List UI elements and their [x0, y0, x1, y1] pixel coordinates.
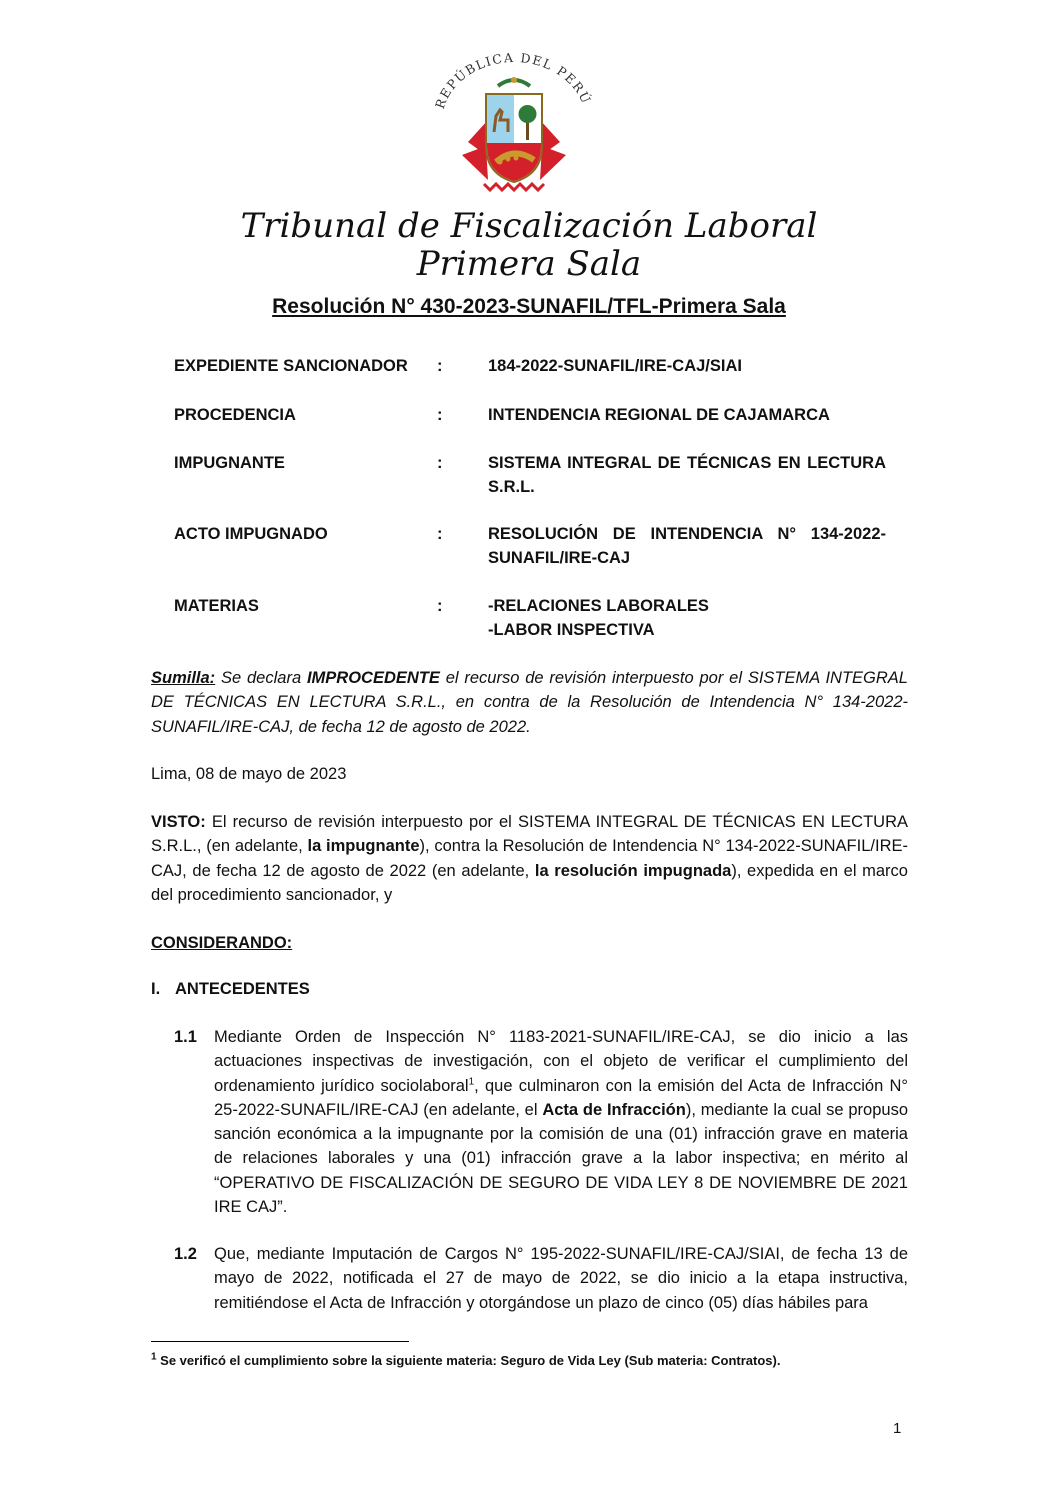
visto-label: VISTO:: [151, 813, 206, 831]
considerando-heading: CONSIDERANDO:: [151, 934, 293, 952]
meta-colon: :: [437, 406, 443, 424]
sumilla-text-2: el recurso de revisión interpuesto por el SISTEMA INTEGRAL DE TÉCNICAS EN LECTURA S.R.L., en contra de la Resolución de Intendencia N° 134-2022-SUNAFIL/IRE-CAJ, de fecha 12 de agosto de 2022.: [151, 669, 908, 736]
tribunal-title: Tribunal de Fiscalización Laboral: [240, 206, 818, 246]
footnote-separator: [151, 1341, 409, 1342]
p11-text-2: , que culminaron con la emisión del Acta de Infracción N° 25-2022-SUNAFIL/IRE-CAJ (en adelante, el: [214, 1076, 908, 1119]
sumilla-paragraph: [151, 666, 908, 739]
p11-bold: Acta de Infracción: [542, 1100, 686, 1119]
footnote: [151, 1352, 780, 1370]
meta-value: RESOLUCIÓN DE INTENDENCIA N° 134-2022-SUNAFIL/IRE-CAJ: [488, 525, 886, 567]
meta-value: 184-2022-SUNAFIL/IRE-CAJ/SIAI: [488, 357, 742, 375]
section-number: I.: [151, 980, 161, 998]
sumilla-bold: IMPROCEDENTE: [306, 669, 440, 687]
meta-key: EXPEDIENTE SANCIONADOR: [174, 357, 408, 375]
sala-title: Primera Sala: [416, 244, 642, 284]
meta-value: SISTEMA INTEGRAL DE TÉCNICAS EN LECTURA S.R.L.: [488, 454, 886, 496]
section-heading: [151, 977, 908, 1001]
visto-bold-1: la impugnante: [307, 837, 420, 856]
meta-key: PROCEDENCIA: [174, 406, 296, 424]
footnote-number: 1: [151, 1351, 157, 1363]
svg-text:REPÚBLICA DEL PERÚ: REPÚBLICA DEL PERÚ: [431, 50, 595, 111]
footnote-ref[interactable]: 1: [468, 1076, 475, 1088]
visto-text-2: ), contra la Resolución de Intendencia N° 134-2022-SUNAFIL/IRE-CAJ, de fecha 12 de agosto de 2022 (en adelante,: [151, 837, 908, 880]
sumilla-label: Sumilla:: [151, 669, 216, 687]
meta-value: INTENDENCIA REGIONAL DE CAJAMARCA: [488, 406, 830, 424]
section-title: ANTECEDENTES: [175, 980, 310, 998]
date-line: Lima, 08 de mayo de 2023: [151, 765, 347, 783]
peru-coat-of-arms-seal: [428, 50, 600, 200]
p11-text-1: Mediante Orden de Inspección N° 1183-2021-SUNAFIL/IRE-CAJ, se dio inicio a las actuaciones inspectivas de investigación, con el objeto de verificar el cumplimiento del ordenamiento jurídico sociolaboral: [214, 1028, 908, 1095]
meta-colon: :: [437, 525, 443, 543]
visto-text-3: ), expedida en el marco del procedimiento sancionador, y: [151, 861, 908, 904]
visto-paragraph: [151, 810, 908, 907]
page-number: 1: [893, 1420, 902, 1437]
paragraph-1-2: [214, 1242, 908, 1315]
resolution-title: Resolución N° 430-2023-SUNAFIL/TFL-Primera Sala: [272, 295, 786, 318]
paragraph-1-1: [214, 1025, 908, 1219]
meta-colon: :: [437, 357, 443, 375]
meta-value-2: -LABOR INSPECTIVA: [488, 621, 655, 639]
sumilla-text-1: Se declara: [215, 669, 307, 687]
footnote-text: Se verificó el cumplimiento sobre la siguiente materia: Seguro de Vida Ley (Sub materia: Contratos).: [156, 1353, 781, 1368]
paragraph-number: 1.1: [174, 1028, 197, 1046]
meta-colon: :: [437, 454, 443, 472]
visto-text-1: El recurso de revisión interpuesto por el SISTEMA INTEGRAL DE TÉCNICAS EN LECTURA S.R.L., (en adelante,: [151, 813, 908, 856]
meta-key: IMPUGNANTE: [174, 454, 285, 472]
meta-value: -RELACIONES LABORALES: [488, 597, 709, 615]
meta-key: MATERIAS: [174, 597, 259, 615]
p11-text-3: ), mediante la cual se propuso sanción económica a la impugnante por la comisión de una (01) infracción grave en materia de relaciones laborales y una (01) infracción grave a la labor inspectiva; en mérito al “OPERATIVO DE FISCALIZACIÓN DE SEGURO DE VIDA LEY 8 DE NOVIEMBRE DE 2021 IRE CAJ”.: [214, 1100, 909, 1217]
paragraph-number: 1.2: [174, 1245, 197, 1263]
visto-bold-2: la resolución impugnada: [534, 861, 732, 880]
p12-text: Que, mediante Imputación de Cargos N° 195-2022-SUNAFIL/IRE-CAJ/SIAI, de fecha 13 de mayo de 2022, notificada el 27 de mayo de 2022, se dio inicio a la etapa instructiva, remitiéndose el Acta de Infracción y otorgándose un plazo de cinco (05) días hábiles para: [214, 1245, 908, 1312]
meta-key: ACTO IMPUGNADO: [174, 525, 328, 543]
meta-colon: :: [437, 597, 443, 615]
